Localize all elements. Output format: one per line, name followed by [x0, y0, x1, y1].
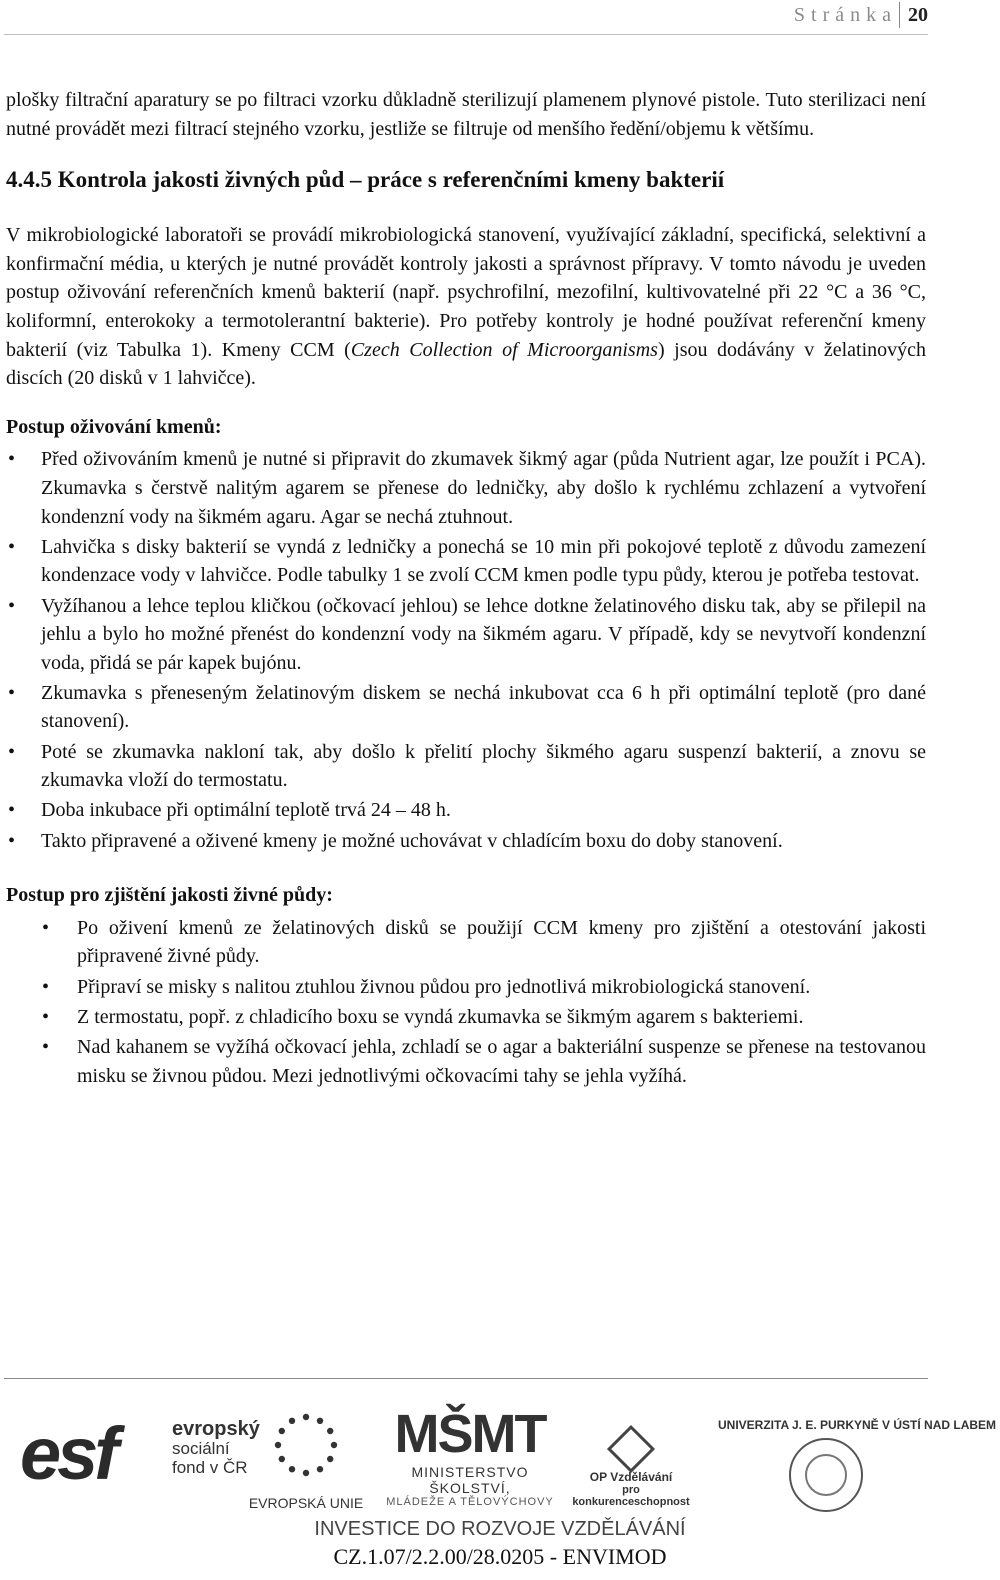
msmt-line1: MINISTERSTVO ŠKOLSTVÍ, [411, 1464, 529, 1496]
list-item [6, 796, 926, 825]
list-item [6, 827, 926, 856]
ujep-seal-icon [789, 1438, 863, 1512]
footer-logos [0, 1390, 997, 1580]
list-item-text: Připraví se misky s nalitou ztuhlou živnou půdou pro jednotlivá mikrobiologická stanovení. [77, 975, 811, 998]
bullet-icon: • [8, 740, 16, 763]
esf-logo [20, 1412, 260, 1495]
opvk-logo [566, 1432, 696, 1508]
page-label: Stránka [793, 3, 897, 26]
bullet-icon: • [8, 535, 16, 558]
bullet-icon: • [8, 594, 16, 617]
ujep-logo [718, 1418, 997, 1512]
opvk-mark-icon [607, 1425, 655, 1473]
page-header [794, 0, 928, 30]
list-item-text: Poté se zkumavka nakloní tak, aby došlo k přelití plochy šikmého agaru suspenzí bakterií, a znovu se zkumavka vloží do termostatu. [41, 740, 926, 792]
revival-title: Postup oživování kmenů: [6, 415, 222, 438]
bullet-icon: • [8, 829, 16, 852]
page-number: 20 [908, 3, 928, 26]
esf-line2: sociální [172, 1439, 230, 1458]
list-item-text: Po oživení kmenů ze želatinových disků se použijí CCM kmeny pro zjištění a otestování jakosti připravené živné půdy. [77, 916, 926, 968]
header-divider [4, 34, 928, 35]
esf-line1: evropský [172, 1418, 260, 1440]
bullet-icon: • [42, 975, 50, 998]
list-item-text: Doba inkubace při optimální teplotě trvá 24 – 48 h. [41, 799, 451, 822]
description-italic: Czech Collection of Microorganisms [350, 338, 658, 361]
eu-stars-icon [269, 1408, 343, 1482]
list-item-text: Vyžíhanou a lehce teplou kličkou (očkovací jehlou) se lehce dotkne želatinového disku tak, aby se přilepil na jehlu a bylo ho možné přenést do kondenzní vody na šikmém agaru. V případě, kdy se nevytvoří kondenzní voda, přidá se pár kapek bujónu. [41, 594, 926, 674]
section-heading: 4.4.5 Kontrola jakosti živných půd – práce s referenčními kmeny bakterií [6, 167, 725, 193]
bullet-icon: • [42, 916, 50, 939]
eu-label: EVROPSKÁ UNIE [248, 1495, 364, 1511]
investment-slogan: INVESTICE DO ROZVOJE VZDĚLÁVÁNÍ [314, 1518, 686, 1540]
description-text-1: V mikrobiologické laboratoři se provádí mikrobiologická stanovení, využívající základní, specifická, selektivní a konfirmační média, u kterých je nutné provádět kontroly jakosti a správnost přípravy. V tomto návodu je uveden postup oživování referenčních kmenů bakterií (např. psychrofilní, mezofilní, kultivovatelné při 22 °C a 36 °C, koliformní, enterokoky a termotolerantní bakterie). Pro potřeby kontroly je hodné používat referenční kmeny bakterií (viz Tabulka 1). Kmeny CCM ( [6, 224, 926, 361]
bullet-icon: • [8, 681, 16, 704]
list-item [6, 679, 926, 736]
bullet-icon: • [42, 1035, 50, 1058]
list-item [6, 1003, 926, 1032]
description-text-2: ) jsou dodávány v želatinových discích (20 disků v 1 lahvičce). [6, 338, 927, 390]
header-separator [899, 2, 900, 28]
list-item-text: Lahvička s disky bakterií se vyndá z ledničky a ponechá se 10 min při pokojové teplotě z důvodu zamezení kondenzace vody v lahvičce. Podle tabulky 1 se zvolí CCM kmen podle typu půdy, kterou je potřeba testovat. [41, 535, 926, 587]
list-item [6, 738, 926, 795]
esf-line3: fond v ČR [172, 1458, 248, 1477]
quality-title: Postup pro zjištění jakosti živné půdy: [6, 884, 333, 907]
list-item-text: Před oživováním kmenů je nutné si připravit do zkumavek šikmý agar (půda Nutrient agar, lze použít i PCA). Zkumavka s čerstvě nalitým agarem se přenese do ledničky, aby došlo k rychlému zchlazení a vytvoření kondenzní vody na šikmém agaru. Agar se nechá ztuhnout. [41, 448, 926, 528]
description-paragraph [6, 221, 926, 393]
project-code: CZ.1.07/2.2.00/28.0205 - ENVIMOD [333, 1544, 667, 1569]
bullet-icon: • [8, 799, 16, 822]
opvk-line1: OP Vzdělávání [589, 1470, 673, 1484]
list-item-text: Z termostatu, popř. z chladicího boxu se vyndá zkumavka se šikmým agarem s bakteriemi. [77, 1005, 804, 1028]
opvk-line2: pro konkurenceschopnost [572, 1484, 690, 1508]
footer-divider [4, 1378, 928, 1379]
list-item [6, 533, 926, 590]
list-item-text: Takto připravené a oživené kmeny je možné uchovávat v chladícím boxu do doby stanovení. [41, 829, 783, 852]
bullet-icon: • [42, 1005, 50, 1028]
msmt-logo [370, 1404, 570, 1508]
bullet-icon: • [8, 448, 16, 471]
list-item [6, 592, 926, 678]
list-item [6, 914, 926, 971]
ujep-label: UNIVERZITA J. E. PURKYNĚ V ÚSTÍ NAD LABEM [718, 1418, 997, 1432]
list-item [6, 445, 926, 531]
list-item [6, 973, 926, 1002]
main-content [6, 86, 926, 1092]
intro-paragraph: plošky filtrační aparatury se po filtraci vzorku důkladně sterilizují plamenem plynové pistole. Tuto sterilizaci není nutné provádět mezi filtrací stejného vzorku, jestliže se filtruje od menšího ředění/objemu k většímu. [6, 89, 926, 140]
quality-list [6, 914, 926, 1090]
esf-mark: esf [20, 1412, 115, 1495]
list-item [6, 1033, 926, 1090]
msmt-mark: MŠMT [394, 1404, 546, 1464]
list-item-text: Nad kahanem se vyžíhá očkovací jehla, zchladí se o agar a bakteriální suspenze se přenese na testovanou misku se živnou půdou. Mezi jednotlivými očkovacími tahy se jehla vyžíhá. [77, 1035, 926, 1087]
eu-logo [246, 1408, 366, 1511]
revival-list [6, 445, 926, 855]
list-item-text: Zkumavka s přeneseným želatinovým diskem se nechá inkubovat cca 6 h při optimální teplotě (pro dané stanovení). [41, 681, 926, 733]
msmt-line2: MLÁDEŽE A TĚLOVÝCHOVY [386, 1496, 554, 1508]
